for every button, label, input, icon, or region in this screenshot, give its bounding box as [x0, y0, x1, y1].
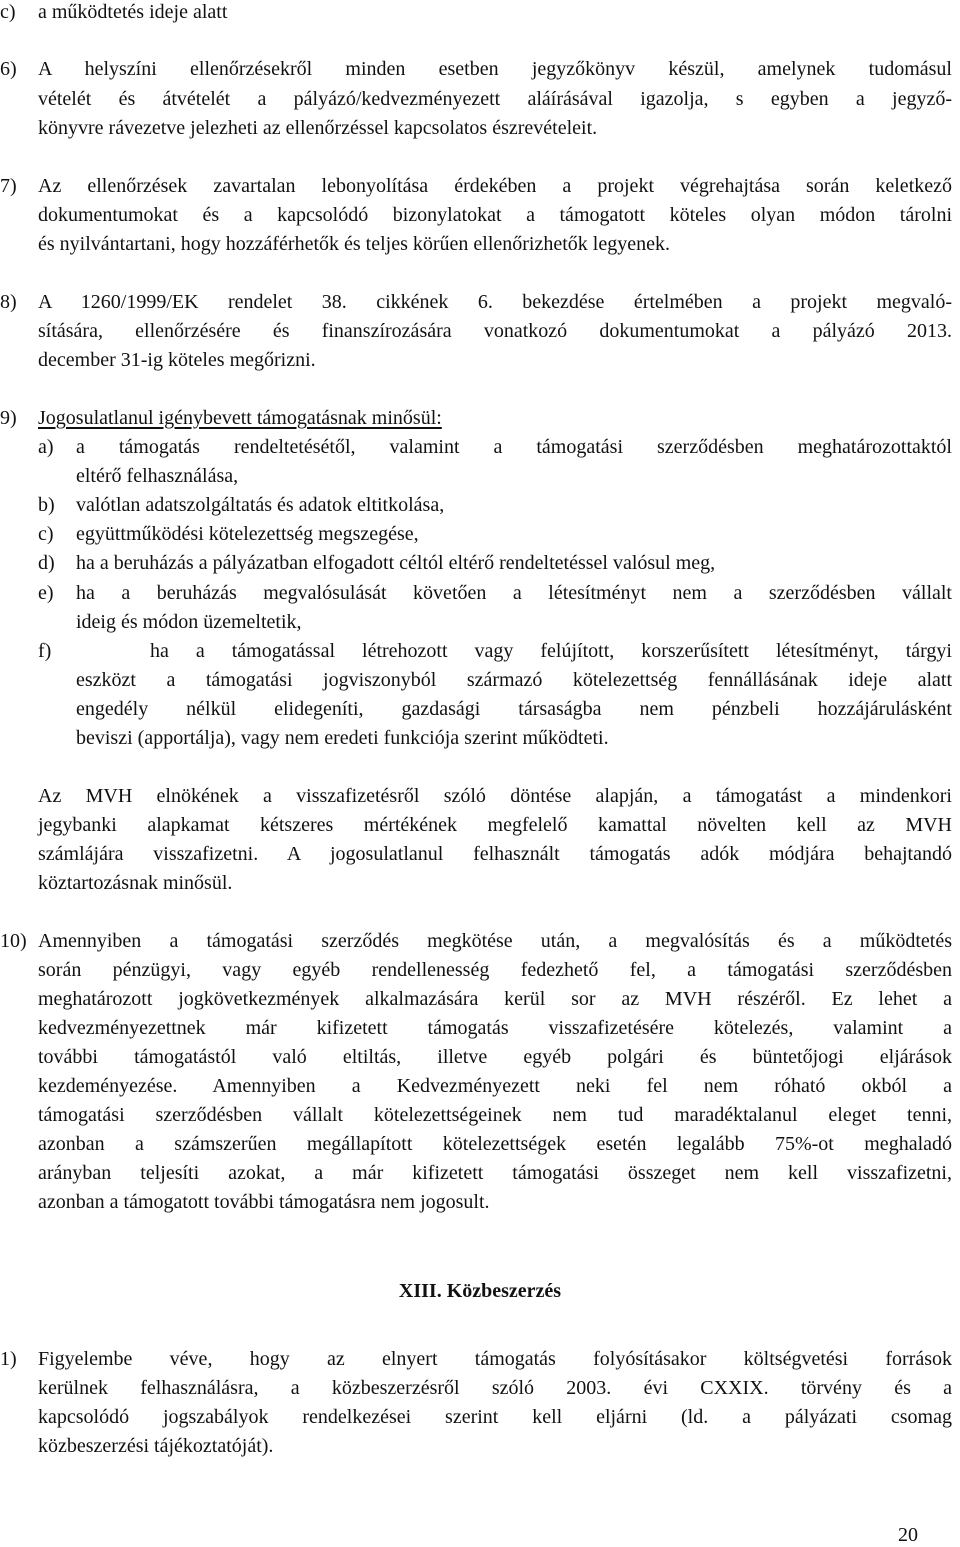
list-label: c)	[38, 523, 54, 545]
paragraph-line: meghatározott jogkövetkezmények alkalmazására kerül sor az MVH részéről. Ez lehet a	[38, 988, 952, 1010]
list-item-text: a működtetés ideje alatt	[38, 1, 228, 23]
paragraph-line: kapcsolódó jogszabályok rendelkezései szerint kell eljárni (ld. a pályázati csomag	[38, 1406, 952, 1428]
paragraph-line: arányban teljesíti azokat, a már kifizetett támogatási összeget nem kell visszafizetni,	[38, 1162, 952, 1184]
paragraph-line: közbeszerzési tájékoztatóját).	[38, 1435, 274, 1457]
paragraph-line: Figyelembe véve, hogy az elnyert támogatás folyósításakor költségvetési források	[38, 1348, 952, 1370]
list-item-line: a támogatás rendeltetésétől, valamint a támogatási szerződésben meghatározottaktól	[76, 436, 952, 458]
list-label: c)	[0, 1, 16, 23]
list-item-line: ha a beruházás a pályázatban elfogadott céltól eltérő rendeltetéssel valósul meg,	[76, 552, 716, 574]
list-item-line: ha a támogatással létrehozott vagy felújított, korszerűsített létesítményt, tárgyi	[150, 640, 952, 662]
paragraph-number: 10)	[0, 930, 27, 952]
paragraph-line: sítására, ellenőrzésére és finanszírozására vonatkozó dokumentumokat a pályázó 2013.	[38, 320, 952, 342]
list-item-line: eszközt a támogatási jogviszonyból származó kötelezettség fennállásának ideje alatt	[76, 669, 952, 691]
paragraph-number: 6)	[0, 58, 17, 80]
list-item-line: együttműködési kötelezettség megszegése,	[76, 523, 419, 545]
page-number: 20	[898, 1524, 918, 1546]
paragraph-line: vételét és átvételét a pályázó/kedvezményezett aláírásával igazolja, s egyben a jegyző-	[38, 88, 952, 110]
paragraph-line: kedvezményezettnek már kifizetett támogatás visszafizetésére kötelezés, valamint a	[38, 1017, 952, 1039]
list-item-line: eltérő felhasználása,	[76, 465, 239, 487]
paragraph-heading: Jogosulatlanul igénybevett támogatásnak minősül:	[38, 407, 442, 429]
paragraph-line: Amennyiben a támogatási szerződés megkötése után, a megvalósítás és a működtetés	[38, 930, 952, 952]
paragraph-line: kerülnek felhasználásra, a közbeszerzésről szóló 2003. évi CXXIX. törvény és a	[38, 1377, 952, 1399]
paragraph-line: köztartozásnak minősül.	[38, 872, 233, 894]
paragraph-number: 7)	[0, 175, 17, 197]
list-item-line: valótlan adatszolgáltatás és adatok eltitkolása,	[76, 494, 445, 516]
paragraph-line: december 31-ig köteles megőrizni.	[38, 349, 316, 371]
list-label: f)	[38, 640, 52, 662]
section-title: XIII. Közbeszerzés	[398, 1280, 562, 1302]
paragraph-line: támogatási szerződésben vállalt kötelezettségeinek nem tud maradéktalanul eleget tenni,	[38, 1104, 952, 1126]
list-item-line: ha a beruházás megvalósulását követően a létesítményt nem a szerződésben vállalt	[76, 582, 952, 604]
list-label: d)	[38, 552, 55, 574]
list-label: a)	[38, 436, 54, 458]
paragraph-number: 8)	[0, 291, 17, 313]
paragraph-line: Az MVH elnökének a visszafizetésről szóló döntése alapján, a támogatást a mindenkori	[38, 785, 952, 807]
paragraph-number: 1)	[0, 1348, 17, 1370]
paragraph-line: azonban a számszerűen megállapított kötelezettségek esetén legalább 75%-ot meghaladó	[38, 1133, 952, 1155]
paragraph-line: jegybanki alapkamat kétszeres mértékének megfelelő kamattal növelten kell az MVH	[38, 814, 952, 836]
list-item-line: beviszi (apportálja), vagy nem eredeti funkciója szerint működteti.	[76, 727, 609, 749]
paragraph-line: Az ellenőrzések zavartalan lebonyolítása érdekében a projekt végrehajtása során keletkező	[38, 175, 952, 197]
list-item-line: ideig és módon üzemeltetik,	[76, 611, 302, 633]
paragraph-line: számlájára visszafizetni. A jogosulatlanul felhasznált támogatás adók módjára behajtandó	[38, 843, 952, 865]
paragraph-line: azonban a támogatott további támogatásra nem jogosult.	[38, 1191, 490, 1213]
paragraph-line: A 1260/1999/EK rendelet 38. cikkének 6. bekezdése értelmében a projekt megvaló-	[38, 291, 952, 313]
paragraph-line: könyvre rávezetve jelezheti az ellenőrzéssel kapcsolatos észrevételeit.	[38, 117, 598, 139]
paragraph-line: A helyszíni ellenőrzésekről minden esetben jegyzőkönyv készül, amelynek tudomásul	[38, 58, 952, 80]
paragraph-line: kezdeményezése. Amennyiben a Kedvezményezett neki fel nem róható okból a	[38, 1075, 952, 1097]
paragraph-line: során pénzügyi, vagy egyéb rendellenesség fedezhető fel, a támogatási szerződésben	[38, 959, 952, 981]
list-label: e)	[38, 582, 54, 604]
paragraph-line: dokumentumokat és a kapcsolódó bizonylatokat a támogatott köteles olyan módon tárolni	[38, 204, 952, 226]
list-label: b)	[38, 494, 55, 516]
paragraph-number: 9)	[0, 407, 17, 429]
list-item-line: engedély nélkül elidegeníti, gazdasági társaságba nem pénzbeli hozzájárulásként	[76, 698, 952, 720]
paragraph-line: és nyilvántartani, hogy hozzáférhetők és teljes körűen ellenőrizhetők legyenek.	[38, 233, 670, 255]
paragraph-line: további támogatástól való eltiltás, illetve egyéb polgári és büntetőjogi eljárások	[38, 1046, 952, 1068]
